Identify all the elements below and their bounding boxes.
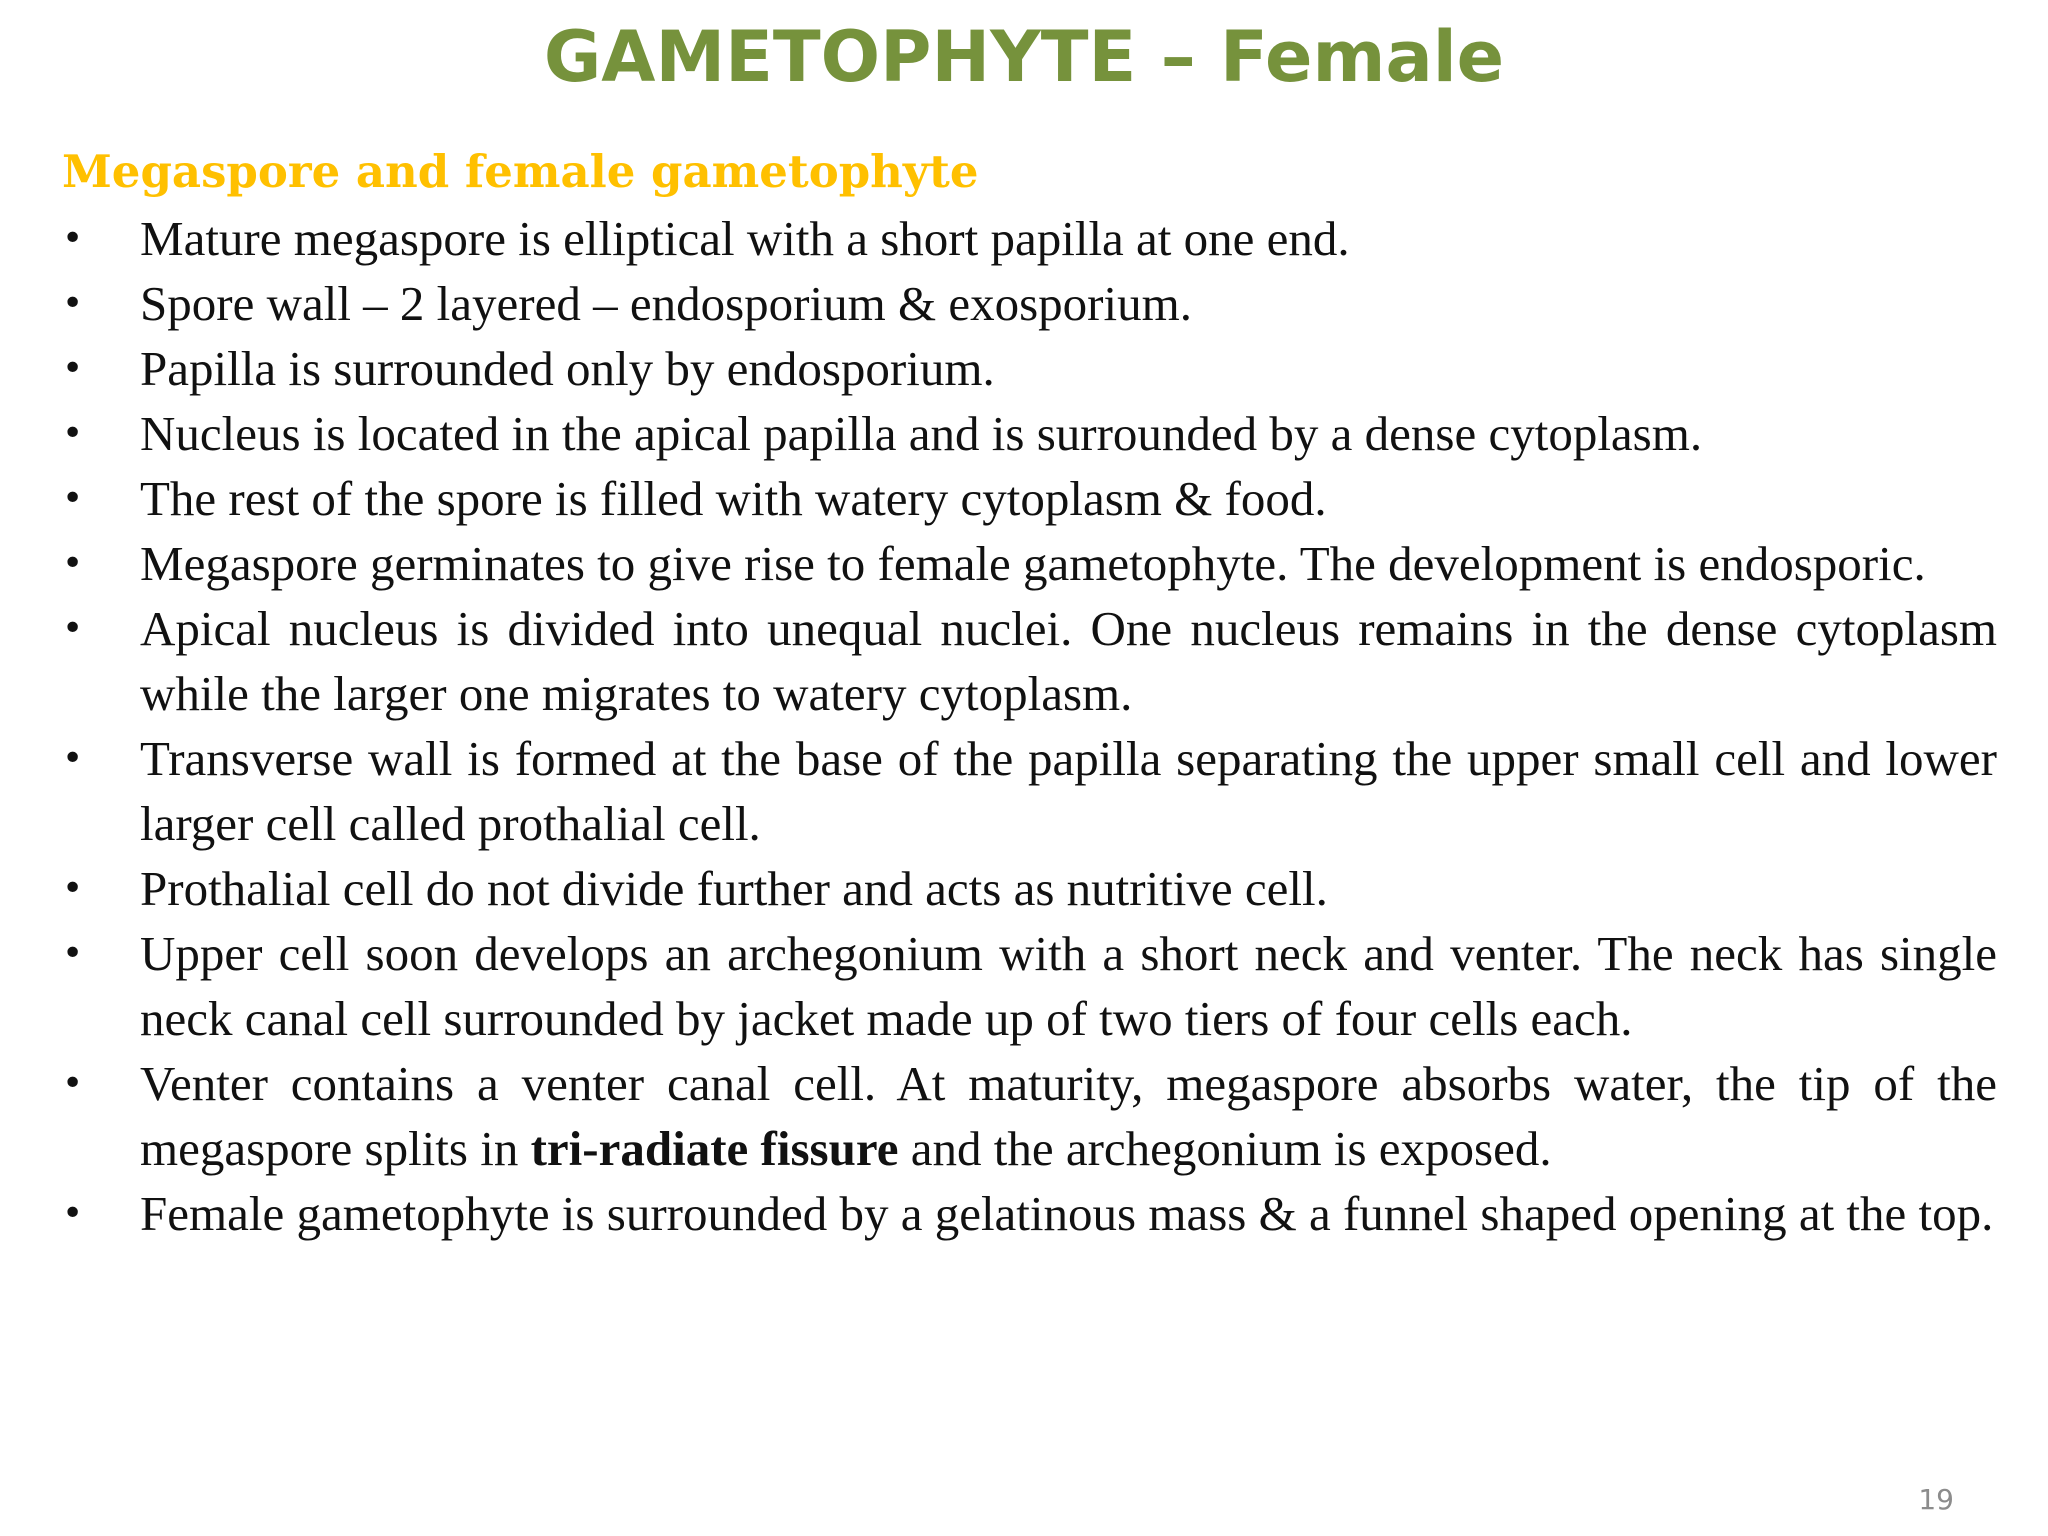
- bullet-marker: •: [62, 413, 84, 454]
- emphasis-term: tri-radiate fissure: [530, 1121, 899, 1176]
- bullet-marker: •: [62, 283, 84, 324]
- page-number: 19: [1918, 1483, 1954, 1516]
- bullet-marker: •: [62, 1063, 84, 1104]
- bullet-text: Nucleus is located in the apical papilla and is surrounded by a dense cytoplasm.: [140, 406, 1703, 461]
- bullet-item: [62, 531, 1997, 596]
- bullet-list: [62, 206, 1997, 1246]
- bullet-item: [62, 726, 1997, 856]
- bullet-marker: •: [62, 543, 84, 584]
- bullet-item: [62, 271, 1997, 336]
- bullet-text: Spore wall – 2 layered – endosporium & exosporium.: [140, 276, 1192, 331]
- bullet-item: [62, 336, 1997, 401]
- bullet-item: [62, 1051, 1997, 1181]
- bullet-item: [62, 1181, 1997, 1246]
- bullet-text: [140, 1056, 1997, 1176]
- bullet-marker: •: [62, 1193, 84, 1234]
- section-heading: Megaspore and female gametophyte: [62, 145, 979, 198]
- bullet-marker: •: [62, 868, 84, 909]
- bullet-text-before: Venter contains a venter canal cell. At maturity, megaspore absorbs water, the tip of the megaspore splits in: [140, 1056, 1997, 1176]
- bullet-text: Mature megaspore is elliptical with a short papilla at one end.: [140, 211, 1350, 266]
- bullet-marker: •: [62, 933, 84, 974]
- slide-title: GAMETOPHYTE – Female: [543, 16, 1505, 98]
- bullet-text: Megaspore germinates to give rise to female gametophyte. The development is endosporic.: [140, 536, 1926, 591]
- bullet-text: Prothalial cell do not divide further and acts as nutritive cell.: [140, 861, 1328, 916]
- bullet-item: [62, 206, 1997, 271]
- bullet-marker: •: [62, 218, 84, 259]
- bullet-item: [62, 856, 1997, 921]
- bullet-marker: •: [62, 738, 84, 779]
- bullet-text: Upper cell soon develops an archegonium with a short neck and venter. The neck has single neck canal cell surrounded by jacket made up of two tiers of four cells each.: [140, 926, 1997, 1046]
- bullet-marker: •: [62, 348, 84, 389]
- bullet-text: Apical nucleus is divided into unequal nuclei. One nucleus remains in the dense cytoplasm while the larger one migrates to watery cytoplasm.: [140, 601, 1997, 721]
- bullet-marker: •: [62, 478, 84, 519]
- bullet-text: Papilla is surrounded only by endosporium.: [140, 341, 995, 396]
- bullet-marker: •: [62, 608, 84, 649]
- bullet-item: [62, 921, 1997, 1051]
- bullet-text: Transverse wall is formed at the base of the papilla separating the upper small cell and lower larger cell called prothalial cell.: [140, 731, 1997, 851]
- bullet-item: [62, 401, 1997, 466]
- bullet-text: The rest of the spore is filled with watery cytoplasm & food.: [140, 471, 1327, 526]
- bullet-text: Female gametophyte is surrounded by a gelatinous mass & a funnel shaped opening at the top.: [140, 1186, 1994, 1241]
- bullet-item: [62, 466, 1997, 531]
- bullet-text-after: and the archegonium is exposed.: [898, 1121, 1552, 1176]
- bullet-item: [62, 596, 1997, 726]
